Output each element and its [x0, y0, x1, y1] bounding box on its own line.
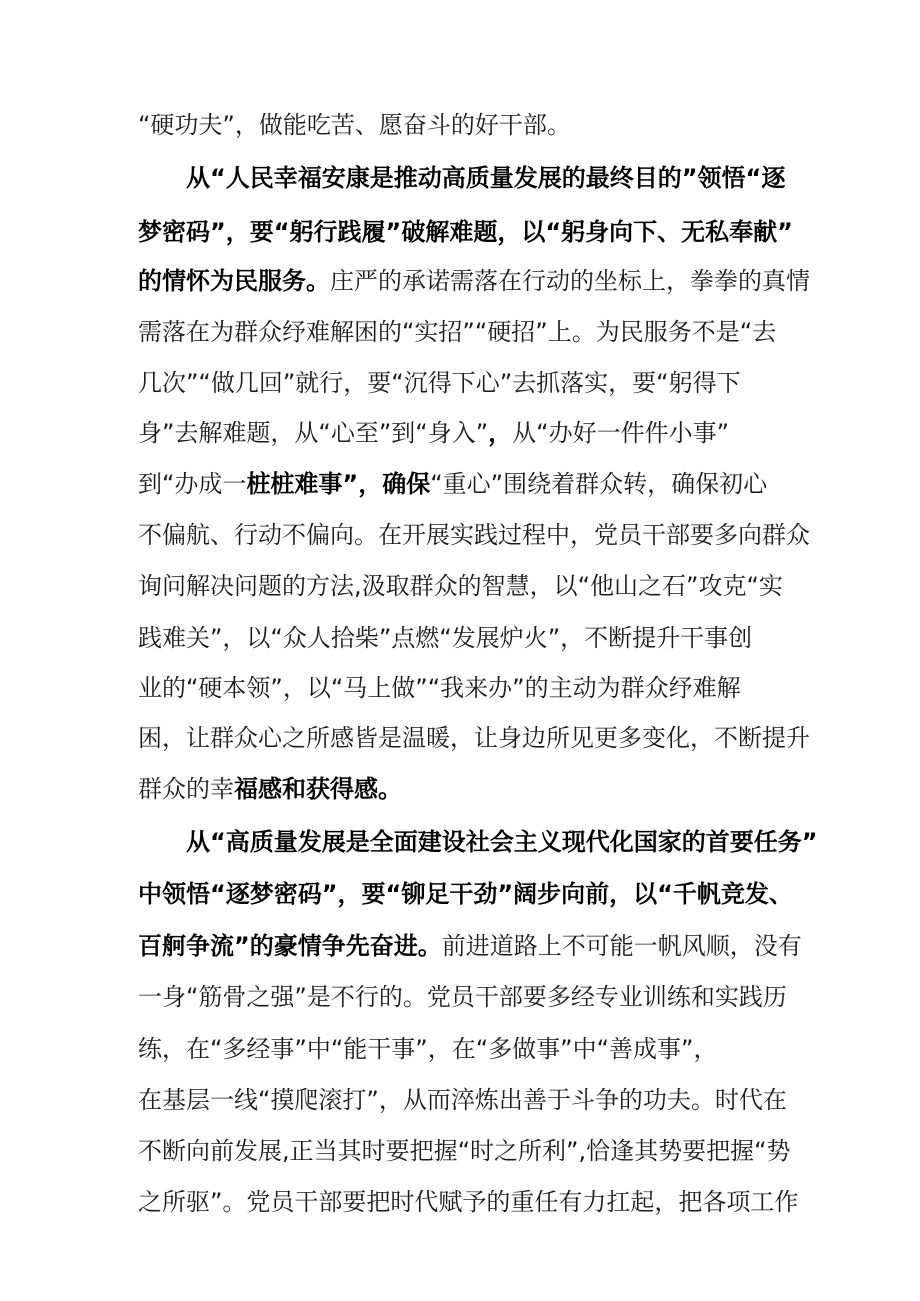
text-line [138, 105, 571, 145]
bold-text-run: 从“人民幸福安康是推动高质量发展的最终目的”领悟“逐 [186, 164, 786, 192]
bold-text-run: 的情怀为民服务。 [138, 267, 330, 295]
text-line [138, 926, 802, 966]
text-run: 践难关”，以“众人拾柴”点燃“发展炉火”，不断提升干事创 [138, 624, 753, 652]
bold-text-run: ， [488, 419, 513, 447]
text-run: “硬功夫”，做能吃苦、愿奋斗的好干部。 [138, 111, 571, 139]
bold-text-run: 梦密码”，要“躬行践履”破解难题，以“躬身向下、无私奉献” [138, 218, 793, 246]
text-line [138, 1080, 787, 1120]
bold-text-run: 百舸争流”的豪情争先奋进。 [138, 932, 442, 960]
text-line [138, 515, 810, 555]
text-run: 困，让群众心之所感皆是温暖，让身边所见更多变化，不断提升 [138, 724, 810, 752]
text-line [138, 212, 793, 252]
text-run: 庄严的承诺需落在行动的坐标上，拳拳的真情 [330, 267, 810, 295]
text-line [138, 1029, 717, 1069]
bold-text-run: 福感和获得感。 [234, 775, 402, 803]
text-run: 前进道路上不可能一帆风顺，没有 [441, 932, 802, 960]
text-run: 一身“筋骨之强”是不行的。党员干部要多经专业训练和实践历 [138, 983, 787, 1011]
bold-text-run: 中领悟“逐梦密码”，要“铆足干劲”阔步向前，以“千帆竞发、 [138, 880, 793, 908]
text-line [138, 769, 402, 809]
text-run: 需落在为群众纾难解困的“实招”“硬招”上。为民服务不是“去 [138, 318, 777, 346]
text-line [138, 874, 793, 914]
text-line [186, 158, 785, 198]
text-run: 练，在“多经事”中“能干事”，在“多做事”中“善成事”， [138, 1035, 718, 1063]
text-run: 之所驱”。党员干部要把时代赋予的重任有力扛起，把各项工作 [138, 1188, 799, 1216]
text-line [138, 618, 752, 658]
text-line [138, 718, 810, 758]
text-line [138, 261, 810, 301]
text-line [138, 312, 776, 352]
text-run: 几次”“做几回”就行，要“沉得下心”去抓落实，要“躬得下 [138, 369, 741, 397]
bold-text-run: 从“高质量发展是全面建设社会主义现代化国家的首要任务” [186, 828, 818, 856]
bold-text-run: 桩桩难事”，确保 [246, 470, 431, 498]
text-run: 询问解决问题的方法,汲取群众的智慧，以“他山之石”攻克“实 [138, 572, 783, 600]
text-line [138, 1182, 798, 1222]
text-line [138, 363, 741, 403]
text-line [138, 668, 741, 708]
text-line [186, 822, 818, 862]
text-run: 不偏航、行动不偏向。在开展实践过程中，党员干部要多向群众 [138, 521, 810, 549]
text-run: 在基层一线“摸爬滚打”，从而淬炼出善于斗争的功夫。时代在 [138, 1086, 787, 1114]
text-run: 到“办成一 [138, 470, 247, 498]
text-run: “重心”围绕着群众转，确保初心 [430, 470, 768, 498]
text-line [138, 413, 729, 453]
text-run: 不断向前发展,正当其时要把握“时之所利”,恰逢其势要把握“势 [138, 1137, 791, 1165]
text-run: 身”去解难题，从“心至”到“身入” [138, 419, 489, 447]
text-line [138, 566, 783, 606]
text-run: 业的“硬本领”，以“马上做”“我来办”的主动为群众纾难解 [138, 674, 741, 702]
text-run: 群众的幸 [138, 775, 234, 803]
text-line [138, 1131, 791, 1171]
text-line [138, 977, 787, 1017]
text-line [138, 464, 767, 504]
text-run: 从“办好一件件小事” [512, 419, 730, 447]
